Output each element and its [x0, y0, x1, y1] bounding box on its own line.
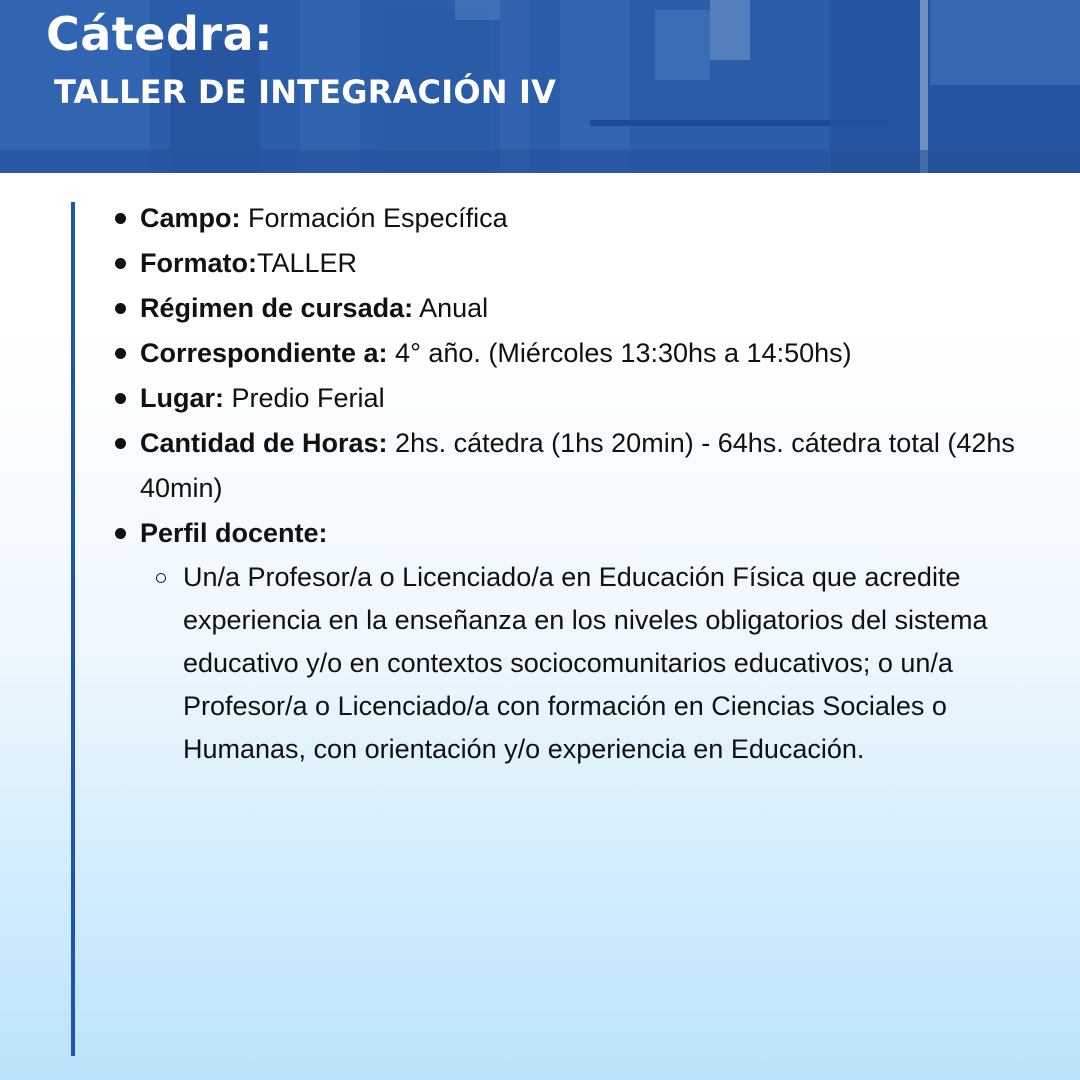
- list-item-campo: [112, 196, 1032, 241]
- list-item-horas: [112, 421, 1032, 511]
- perfil-detail: Un/a Profesor/a o Licenciado/a en Educación Física que acredite experiencia en la enseñanza en los niveles obligatorios del sistema educativo y/o en contextos sociocomunitarios educativos; o un/a Profesor/a o Licenciado/a con formación en Ciencias Sociales o Humanas, con orientación y/o experiencia en Educación.: [140, 556, 1032, 771]
- item-label: Campo:: [140, 203, 241, 233]
- perfil-sublist: [140, 556, 1032, 771]
- list-item-lugar: [112, 376, 1032, 421]
- header-banner: [0, 0, 1080, 173]
- item-value: TALLER: [257, 248, 358, 278]
- list-item-perfil: [112, 511, 1032, 771]
- list-item-regimen: [112, 286, 1032, 331]
- page-title: Cátedra:: [46, 7, 274, 61]
- info-list: [112, 196, 1032, 771]
- item-value: Formación Específica: [240, 203, 508, 233]
- item-value: Predio Ferial: [224, 383, 385, 413]
- item-label: Formato:: [140, 248, 257, 278]
- list-item-correspondiente: [112, 331, 1032, 376]
- item-value: Anual: [413, 293, 489, 323]
- item-label: Cantidad de Horas:: [140, 428, 388, 458]
- course-info: [112, 196, 1032, 771]
- item-value: 2hs. cátedra (1hs 20min) - 64hs. cátedra total (42hs 40min): [140, 428, 1015, 503]
- course-name: TALLER DE INTEGRACIÓN IV: [54, 73, 557, 111]
- item-value: 4° año. (Miércoles 13:30hs a 14:50hs): [387, 338, 852, 368]
- item-label: Régimen de cursada:: [140, 293, 414, 323]
- item-label: Correspondiente a:: [140, 338, 388, 368]
- accent-line: [71, 202, 75, 1056]
- list-item-formato: [112, 241, 1032, 286]
- item-label: Perfil docente:: [140, 518, 328, 548]
- item-label: Lugar:: [140, 383, 224, 413]
